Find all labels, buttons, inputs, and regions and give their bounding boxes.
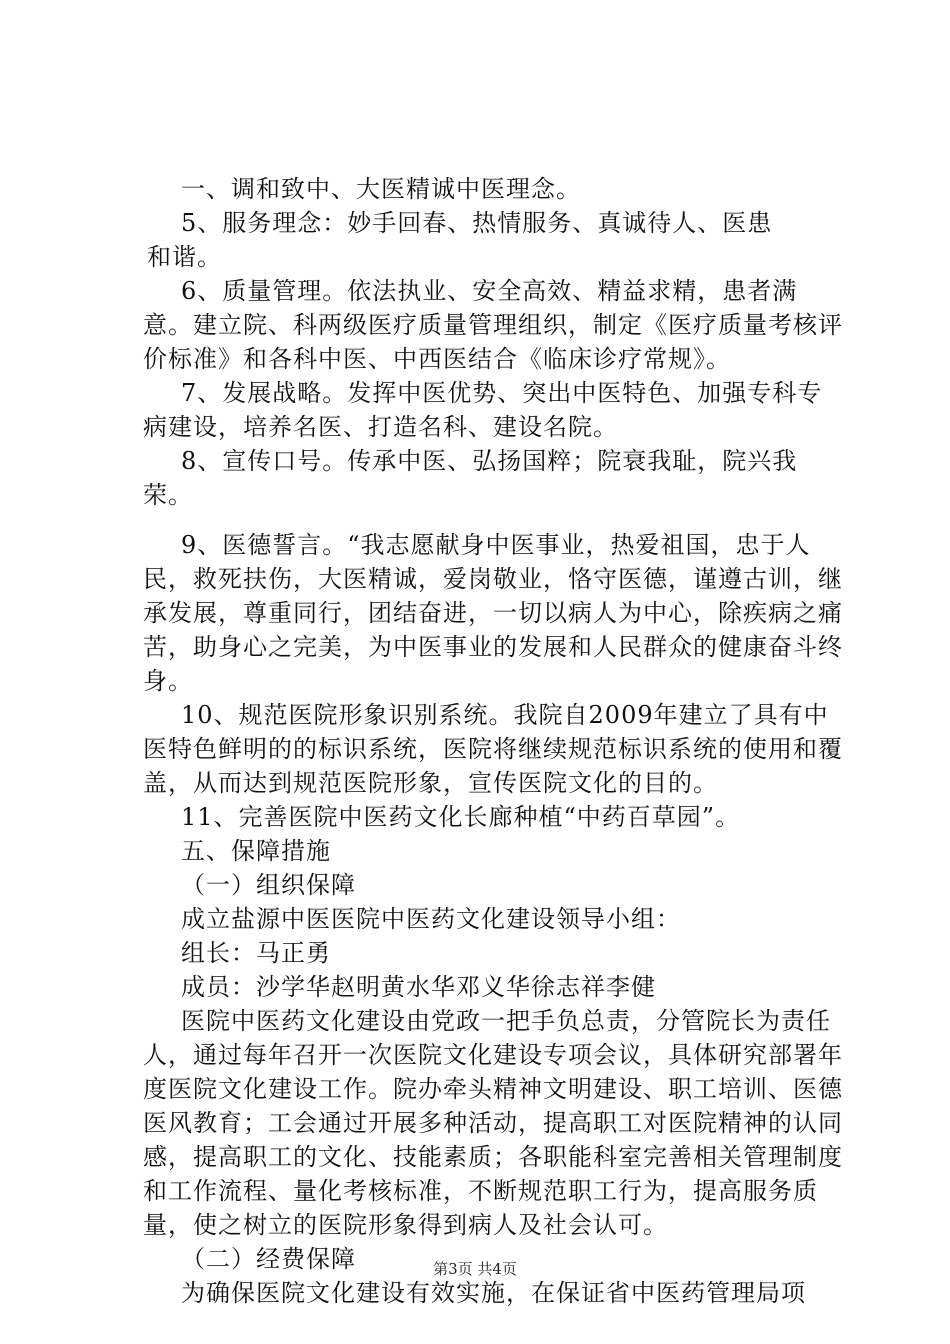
heading-organization: （一）组织保障: [181, 871, 356, 899]
paragraph-identity-system: 10、规范医院形象识别系统。我院自2009年建立了具有中医特色鲜明的的标识系统，医院将继续规范标识系统的使用和覆盖，从而达到规范医院形象，宣传医院文化的目的。: [143, 701, 843, 797]
paragraph-group-leader: 组长：马正勇: [181, 939, 331, 967]
heading-funding: （二）经费保障: [181, 1245, 356, 1273]
paragraph-group-members: 成员：沙学华赵明黄水华邓义华徐志祥李健: [181, 973, 656, 1001]
paragraph-service-concept: 5、服务理念：妙手回春、热情服务、真诚待人、医患: [181, 209, 773, 237]
page-number-footer: 第3页 共4页: [433, 1260, 517, 1278]
paragraph-tcm-philosophy: 一、调和致中、大医精诚中医理念。: [181, 175, 581, 203]
paragraph-service-concept-cont: 和谐。: [147, 243, 222, 271]
paragraph-slogan: 8、宣传口号。传承中医、弘扬国粹；院衰我耻，院兴我荣。: [143, 447, 798, 509]
paragraph-responsibility: 医院中医药文化建设由党政一把手负总责，分管院长为责任人，通过每年召开一次医院文化建设专项会议，具体研究部署年度医院文化建设工作。院办牵头精神文明建设、职工培训、医德医风教育；工会通过开展多种活动，提高职工对医院精神的认同感，提高职工的文化、技能素质；各职能科室完善相关管理制度和工作流程、量化考核标准，不断规范职工行为，提高服务质量，使之树立的医院形象得到病人及社会认可。: [143, 1007, 843, 1239]
paragraph-leading-group: 成立盐源中医医院中医药文化建设领导小组：: [181, 905, 681, 933]
paragraph-herb-garden: 11、完善医院中医药文化长廊种植“中药百草园”。: [181, 803, 741, 831]
paragraph-medical-oath: 9、医德誓言。“我志愿献身中医事业，热爱祖国，忠于人民，救死扶伤，大医精诚，爱岗敬业，恪守医德，谨遵古训，继承发展，尊重同行，团结奋进，一切以病人为中心，除疾病之痛苦，助身心之完美，为中医事业的发展和人民群众的健康奋斗终身。: [143, 531, 843, 695]
document-body: [143, 172, 843, 1310]
paragraph-quality-management: 6、质量管理。依法执业、安全高效、精益求精，患者满意。建立院、科两级医疗质量管理组织，制定《医疗质量考核评价标准》和各科中医、中西医结合《临床诊疗常规》。: [143, 277, 843, 373]
paragraph-funding: 为确保医院文化建设有效实施，在保证省中医药管理局项: [181, 1279, 806, 1307]
paragraph-development-strategy: 7、发展战略。发挥中医优势、突出中医特色、加强专科专病建设，培养名医、打造名科、建设名院。: [143, 379, 823, 441]
heading-safeguards: 五、保障措施: [181, 837, 331, 865]
